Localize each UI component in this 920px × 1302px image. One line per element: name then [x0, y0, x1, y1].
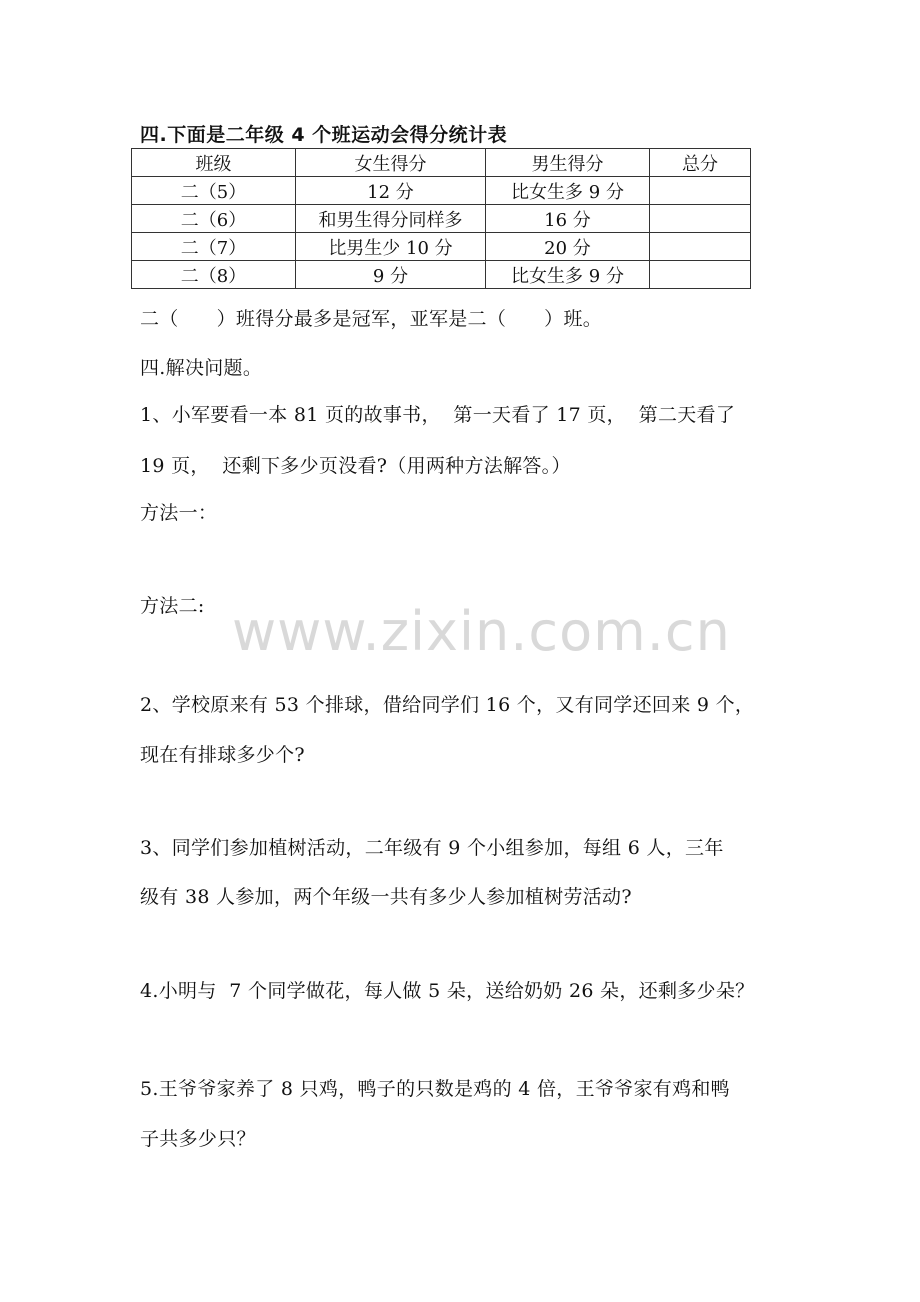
- table-cell: [650, 177, 751, 205]
- table-row: [132, 205, 751, 233]
- table-cell: [650, 233, 751, 261]
- problem-1-text: 19 页， 还剩下多少页没看?（用两种方法解答。）: [140, 455, 571, 477]
- problem-3-text: 3、同学们参加植树活动，二年级有 9 个小组参加，每组 6 人，三年: [140, 837, 724, 859]
- problem-5-text: 子共多少只？: [140, 1128, 256, 1150]
- watermark: www.zixin.com.cn: [232, 600, 731, 663]
- table-header-cell: 总分: [650, 149, 751, 177]
- table-cell: 比男生少 10 分: [296, 233, 486, 261]
- table-row: [132, 177, 751, 205]
- table-header-row: [132, 149, 751, 177]
- table-cell: 和男生得分同样多: [296, 205, 486, 233]
- table-header-cell: 女生得分: [296, 149, 486, 177]
- table-cell: [650, 261, 751, 289]
- table-cell: 二（7）: [132, 233, 296, 261]
- table-header-cell: 班级: [132, 149, 296, 177]
- method-2-label: 方法二:: [140, 595, 205, 617]
- table-cell: [650, 205, 751, 233]
- table-cell: 比女生多 9 分: [486, 177, 650, 205]
- table-cell: 9 分: [296, 261, 486, 289]
- table-cell: 比女生多 9 分: [486, 261, 650, 289]
- section-heading: 四.解决问题。: [140, 357, 263, 379]
- table-cell: 二（8）: [132, 261, 296, 289]
- problem-2-text: 现在有排球多少个?: [140, 744, 305, 766]
- method-1-label: 方法一：: [140, 502, 218, 524]
- problem-5-text: 5.王爷爷家养了 8 只鸡，鸭子的只数是鸡的 4 倍，王爷爷家有鸡和鸭: [140, 1078, 730, 1100]
- problem-1-text: 1、小军要看一本 81 页的故事书， 第一天看了 17 页， 第二天看了: [140, 404, 736, 426]
- table-row: [132, 233, 751, 261]
- table-cell: 16 分: [486, 205, 650, 233]
- table-cell: 二（6）: [132, 205, 296, 233]
- problem-3-text: 级有 38 人参加，两个年级一共有多少人参加植树劳活动?: [140, 886, 632, 908]
- table-header-cell: 男生得分: [486, 149, 650, 177]
- table-cell: 12 分: [296, 177, 486, 205]
- fill-blank-question: 二（ ）班得分最多是冠军，亚军是二（ ）班。: [140, 308, 603, 330]
- problem-4-text: 4.小明与 7 个同学做花，每人做 5 朵，送给奶奶 26 朵，还剩多少朵？: [140, 980, 755, 1002]
- table-row: [132, 261, 751, 289]
- table-cell: 20 分: [486, 233, 650, 261]
- problem-2-text: 2、学校原来有 53 个排球，借给同学们 16 个，又有同学还回来 9 个，: [140, 694, 755, 716]
- table-cell: 二（5）: [132, 177, 296, 205]
- section-title: 四.下面是二年级 4 个班运动会得分统计表: [140, 124, 508, 146]
- score-table: [131, 148, 751, 289]
